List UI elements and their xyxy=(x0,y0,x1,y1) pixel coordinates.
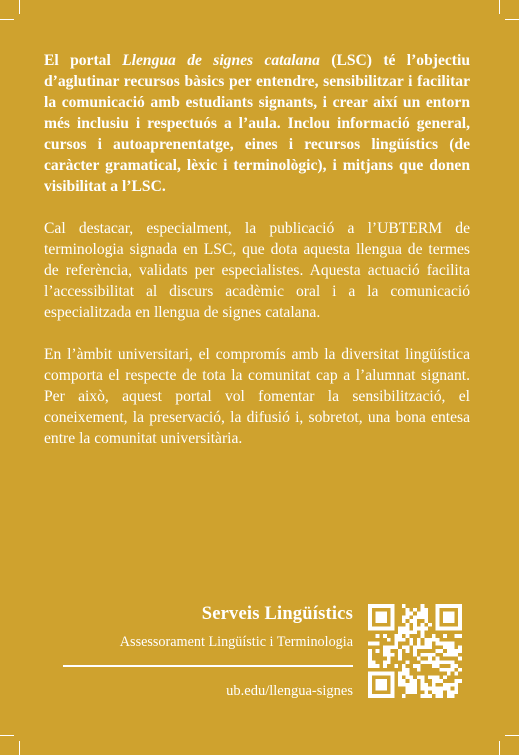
portal-name: Llengua de signes catalana xyxy=(122,52,320,69)
crop-mark-bottom-right-horizontal xyxy=(505,735,519,736)
crop-mark-top-left xyxy=(19,0,20,14)
paragraph-diversity: En l’àmbit universitari, el compromís amb la diversitat lingüística comporta el respecte de tota la comunitat cap a l’alumnat signant. Per això, aquest portal vol fomentar la sensibilització, el coneixement, la preservació, la difusió i, sobretot, una bona entesa entre la comunitat universitària. xyxy=(44,346,470,447)
intro-lead: El portal xyxy=(44,52,123,69)
intro-rest: (LSC) té l’objectiu d’aglutinar recursos bàsics per entendre, sensibilitzar i facilitar la comunicació amb estudiants signants, i crear així un entorn més inclusiu i respectuós a l’aula. Inclou informació general, cursos i autoaprenentatge, eines i recursos lingüístics (de caràcter gramatical, lèxic i terminològic), i mitjans que donen visibilitat a l’LSC. xyxy=(44,52,471,195)
intro-paragraph xyxy=(44,50,470,197)
crop-mark-bottom-left xyxy=(19,741,20,755)
crop-mark-top-left-horizontal xyxy=(0,19,14,20)
footer-title: Serveis Lingüístics xyxy=(201,604,353,624)
crop-mark-top-right-horizontal xyxy=(505,19,519,20)
qr-code-icon[interactable] xyxy=(368,604,462,698)
crop-mark-bottom-left-horizontal xyxy=(0,735,14,736)
footer-subtitle: Assessorament Lingüístic i Terminologia xyxy=(119,634,353,650)
crop-mark-bottom-right xyxy=(499,741,500,755)
crop-mark-top-right xyxy=(499,0,500,14)
footer-url-link[interactable]: ub.edu/llengua-signes xyxy=(226,683,353,699)
paragraph-ubterm: Cal destacar, especialment, la publicació a l’UBTERM de terminologia signada en LSC, que dota aquesta llengua de termes de referència, validats per especialistes. Aquesta actuació facilita l’accessibilitat al discurs acadèmic oral i a la comunicació especialitzada en llengua de signes catalana. xyxy=(44,220,470,321)
body-text xyxy=(44,50,470,470)
footer-divider xyxy=(63,665,353,667)
